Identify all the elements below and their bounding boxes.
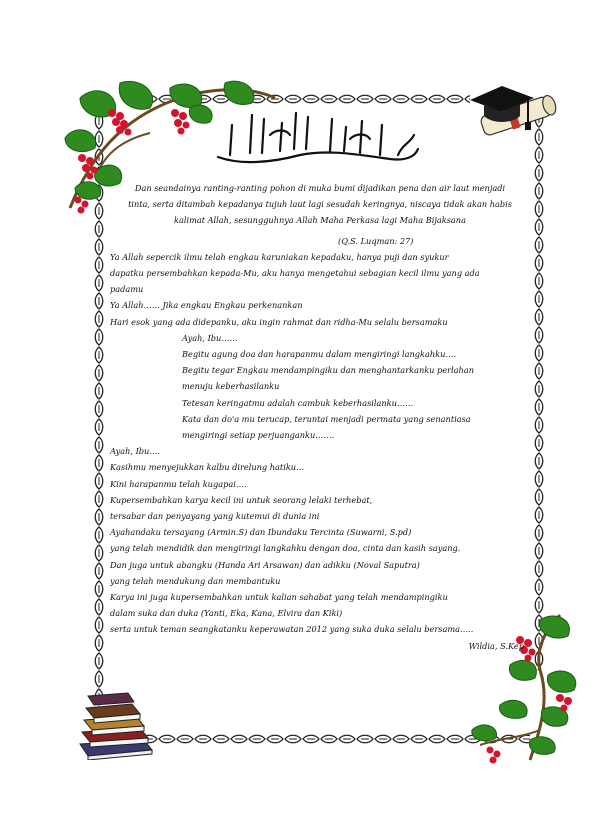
closing-line: tersabar dan penyayang yang kutemui di dunia ini bbox=[110, 511, 320, 522]
graduation-cap-scroll-icon bbox=[462, 72, 562, 142]
closing-line: Kasihmu menyejukkan kalbu direlung hatiku… bbox=[110, 462, 305, 473]
indented-line: mengiringi setiap perjuanganku……. bbox=[182, 430, 335, 441]
closing-line: Ayah, Ibu…. bbox=[110, 446, 161, 457]
closing-line: Kupersembahkan karya kecil ini untuk seorang lelaki terhebat, bbox=[110, 494, 373, 505]
indented-line: Begitu tegar Engkau mendampingiku dan menghantarkanku perlahan bbox=[182, 365, 474, 376]
closing-line: Karya ini juga kupersembahkan untuk kalian sahabat yang telah mendampingiku bbox=[110, 592, 448, 603]
dedication-text bbox=[110, 180, 530, 654]
body-line: padamu bbox=[110, 284, 144, 295]
bismillah-graphic bbox=[210, 105, 422, 175]
body-line: Ya Allah…… Jika engkau Engkau perkenankan bbox=[110, 300, 303, 311]
body-line: Ya Allah sepercik ilmu telah engkau karuniakan kepadaku, hanya puji dan syukur bbox=[110, 251, 449, 262]
indented-line: Ayah, Ibu…… bbox=[182, 332, 238, 343]
indented-line: menuju keberhasilanku bbox=[182, 381, 280, 392]
body-line: Hari esok yang ada didepanku, aku ingin rahmat dan ridha-Mu selalu bersamaku bbox=[110, 316, 448, 327]
right-chain-border bbox=[532, 110, 546, 670]
closing-line: Kini harapanmu telah kugapai…. bbox=[110, 478, 247, 489]
quote-source: (Q.S. Luqman: 27) bbox=[338, 235, 414, 246]
closing-line: Dan juga untuk abangku (Handa Ari Arsawan) dan adikku (Noval Saputra) bbox=[110, 559, 420, 570]
closing-line: Ayahandaku tersayang (Armin.S) dan Ibundaku Tercinta (Suwarni, S.pd) bbox=[110, 527, 412, 538]
quote-line: Dan seandainya ranting-ranting pohon di muka bumi dijadikan pena dan air laut menjadi bbox=[134, 183, 506, 193]
closing-line: dalam suka dan duka (Yanti, Eka, Kana, Elvira dan Kiki) bbox=[110, 608, 343, 619]
indented-line: Kata dan do'a mu terucap, teruntai menjadi permata yang senantiasa bbox=[182, 413, 471, 424]
signature: Wildia, S.Kep bbox=[468, 640, 524, 651]
indented-line: Tetesan keringatmu adalah cambuk keberhasilanku…… bbox=[182, 397, 414, 408]
book-stack-icon bbox=[74, 690, 158, 760]
indented-line: Begitu agung doa dan harapanmu dalam mengiringi langkahku…. bbox=[182, 349, 457, 360]
closing-line: yang telah mendidik dan mengiringi langkahku dengan doa, cinta dan kasih sayang. bbox=[110, 543, 461, 554]
closing-line: yang telah mendukung dan membantuku bbox=[110, 575, 281, 586]
closing-line: serta untuk teman seangkatanku keperawatan 2012 yang suka duka selalu bersama….. bbox=[110, 624, 474, 635]
bismillah-text: بسم الله الرحمن الرحيم bbox=[310, 145, 322, 146]
quote-line: tinta, serta ditambah kepadanya tujuh laut lagi sesudah keringnya, niscaya tidak akan habis bbox=[128, 199, 512, 210]
quote-line: kalimat Allah, sesungguhnya Allah Maha Perkasa lagi Maha Bijaksana bbox=[174, 215, 466, 226]
bismillah-calligraphy bbox=[210, 105, 422, 175]
body-line: dapatku persembahkan kepada-Mu, aku hanya mengetahui sebagian kecil ilmu yang ada bbox=[110, 268, 480, 279]
